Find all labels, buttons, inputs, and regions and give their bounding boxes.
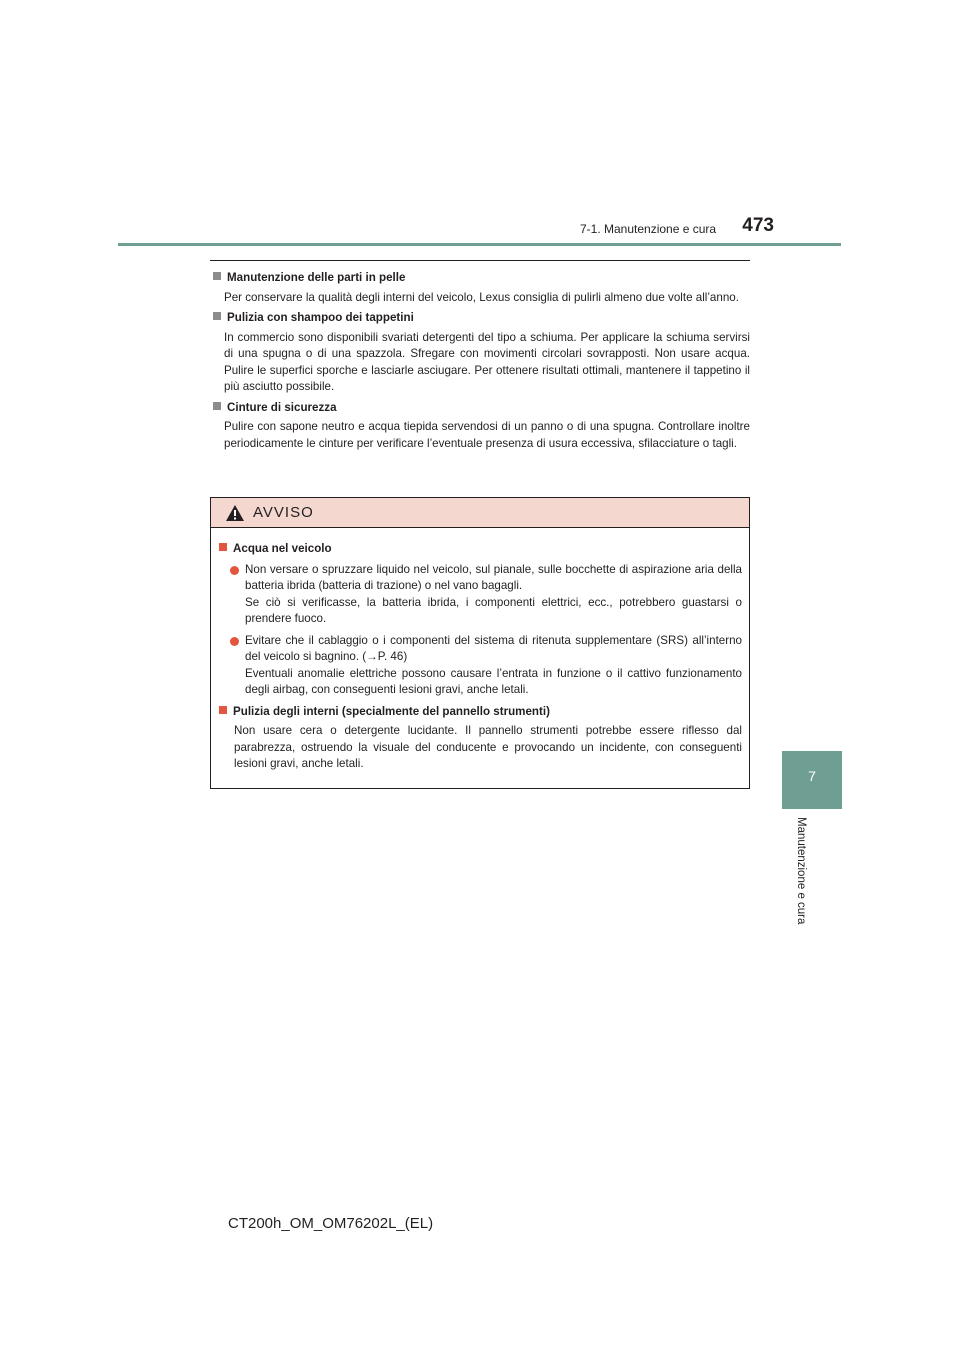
list-item xyxy=(210,270,750,306)
item-title: Pulizia con shampoo dei tappetini xyxy=(227,311,414,324)
bullet-text: Non versare o spruzzare liquido nel veicolo, sul pianale, sulle bocchette di aspirazione aria della batteria ibrida (batteria di trazione) o nel vano bagagli. xyxy=(245,562,742,592)
dot-bullet-icon xyxy=(230,637,239,646)
warning-section xyxy=(216,704,742,773)
item-body: Per conservare la qualità degli interni del veicolo, Lexus consiglia di pulirli almeno due volte all’anno. xyxy=(224,290,739,304)
item-title: Manutenzione delle parti in pelle xyxy=(227,271,406,284)
square-bullet-icon xyxy=(219,543,227,551)
square-bullet-icon xyxy=(213,402,221,410)
section-title: 7-1. Manutenzione e cura xyxy=(580,222,717,236)
warning-bullet xyxy=(230,562,742,628)
warning-body xyxy=(211,528,749,773)
square-bullet-icon xyxy=(213,272,221,280)
warning-header xyxy=(211,498,749,528)
warning-title: AVVISO xyxy=(253,504,314,521)
warning-triangle-icon xyxy=(225,504,245,522)
square-bullet-icon xyxy=(213,312,221,320)
item-body: Pulire con sapone neutro e acqua tiepida servendosi di un panno o di una spugna. Controllare inoltre periodicamente le cinture per verificare l’eventuale presenza di usura eccessiva, sfilacciature o tagli. xyxy=(224,420,750,450)
bullet-text: Evitare che il cablaggio o i componenti del sistema di ritenuta supplementare (SRS) all’interno del veicolo si bagnino. (→P. 46) xyxy=(245,633,742,663)
bullet-text: Eventuali anomalie elettriche possono causare l’entrata in funzione o il cattivo funzionamento degli airbag, con conseguenti lesioni gravi, anche letali. xyxy=(245,666,742,696)
warning-section-title: Pulizia degli interni (specialmente del pannello strumenti) xyxy=(233,704,550,718)
list-item xyxy=(210,310,750,396)
chapter-tab: 7 xyxy=(782,751,842,809)
chapter-label: Manutenzione e cura xyxy=(795,817,807,925)
warning-section-body: Non usare cera o detergente lucidante. Il pannello strumenti potrebbe essere riflesso dal parabrezza, ostruendo la visuale del conducente e provocando un incidente, con conseguenti lesioni gravi, anche letali. xyxy=(234,724,742,770)
bullet-text: Se ciò si verificasse, la batteria ibrida, i componenti elettrici, ecc., potrebbero guastarsi o prendere fuoco. xyxy=(245,595,742,625)
warning-box xyxy=(210,497,750,789)
warning-section-title: Acqua nel veicolo xyxy=(233,542,332,555)
footer-code: CT200h_OM_OM76202L_(EL) xyxy=(228,1215,434,1232)
content-top-rule xyxy=(210,260,750,261)
list-item xyxy=(210,400,750,453)
warning-bullet xyxy=(230,633,742,699)
header-rule xyxy=(118,243,841,246)
square-bullet-icon xyxy=(219,706,227,714)
dot-bullet-icon xyxy=(230,566,239,575)
warning-section xyxy=(216,541,742,699)
item-title: Cinture di sicurezza xyxy=(227,400,337,414)
item-body: In commercio sono disponibili svariati detergenti del tipo a schiuma. Per applicare la schiuma servirsi di una spugna o di una spazzola. Sfregare con movimenti circolari sovrapposti. Non usare acqua. Pulire le superfici sporche e lasciarle asciugare. Per ottenere risultati ottimali, mantenere il tappetino il più asciutto possibile. xyxy=(224,330,750,393)
main-content xyxy=(210,270,750,456)
page-number: 473 xyxy=(742,215,774,236)
